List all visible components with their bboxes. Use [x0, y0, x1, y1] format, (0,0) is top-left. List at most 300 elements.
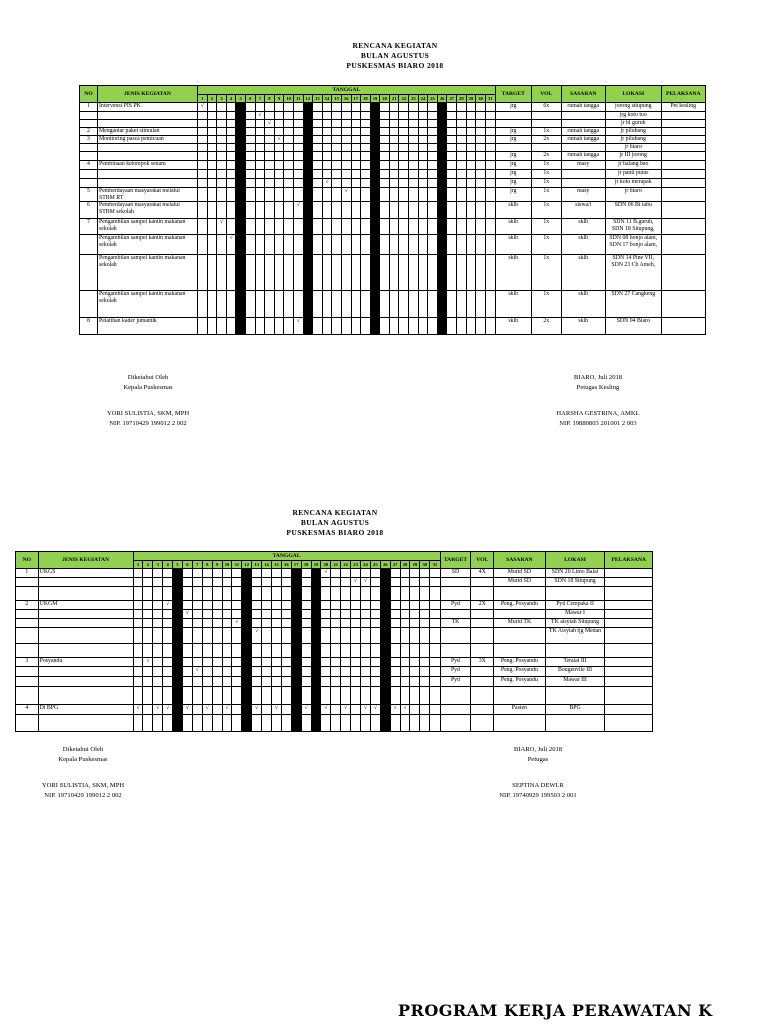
- blocked-day-cell: [370, 188, 380, 202]
- day-cell: [143, 677, 153, 687]
- day-cell: [226, 152, 236, 161]
- check-mark: √: [200, 103, 204, 109]
- day-cell: [418, 144, 428, 152]
- blocked-day-cell: [370, 103, 380, 112]
- day-cell: [457, 179, 467, 188]
- day-cell: [390, 705, 400, 715]
- row-vol: 2x: [531, 152, 561, 161]
- blocked-day-cell: [370, 136, 380, 144]
- day-cell: [370, 715, 380, 732]
- day-cell: [182, 644, 192, 658]
- blocked-day-cell: [236, 128, 246, 136]
- day-cell: [332, 161, 342, 170]
- row-lokasi: jr pilubang: [605, 136, 661, 144]
- row-activity: [38, 628, 133, 644]
- row-pelaksana: [661, 202, 705, 219]
- day-cell: [293, 112, 303, 120]
- blocked-day-cell: [380, 705, 390, 715]
- row-lokasi: [545, 687, 605, 705]
- day-cell: [341, 136, 351, 144]
- sign-role: Kepala Puskesmas: [123, 384, 173, 391]
- day-cell: [410, 715, 420, 732]
- day-cell: [341, 170, 351, 179]
- day-cell: [430, 715, 440, 732]
- day-cell: [341, 120, 351, 128]
- day-cell: [409, 161, 419, 170]
- day-cell: [133, 610, 143, 619]
- day-header: 14: [262, 561, 272, 569]
- row-pelaksana: [605, 587, 653, 601]
- day-cell: [390, 644, 400, 658]
- day-cell: [399, 161, 409, 170]
- table-row: [16, 569, 653, 578]
- day-cell: [430, 628, 440, 644]
- day-cell: [198, 188, 208, 202]
- day-cell: [293, 161, 303, 170]
- row-pelaksana: [661, 128, 705, 136]
- blocked-day-cell: [437, 202, 447, 219]
- row-pelaksana: [661, 112, 705, 120]
- day-cell: [143, 715, 153, 732]
- day-cell: [410, 705, 420, 715]
- day-cell: [252, 667, 262, 677]
- day-cell: [217, 255, 227, 291]
- day-cell: [265, 318, 275, 335]
- day-cell: [153, 687, 163, 705]
- day-cell: [313, 255, 323, 291]
- header-no: NO: [80, 86, 98, 103]
- day-cell: [207, 144, 217, 152]
- day-cell: [341, 144, 351, 152]
- row-vol: [531, 144, 561, 152]
- day-cell: [272, 601, 282, 610]
- row-vol: [471, 578, 494, 587]
- row-sasaran: [494, 644, 546, 658]
- day-cell: [212, 578, 222, 587]
- day-cell: [380, 219, 390, 235]
- day-cell: [284, 235, 294, 255]
- day-cell: [281, 715, 291, 732]
- day-cell: [192, 628, 202, 644]
- day-cell: [361, 658, 371, 667]
- day-cell: [274, 255, 284, 291]
- day-header: 6: [182, 561, 192, 569]
- day-cell: [331, 677, 341, 687]
- row-lokasi: SDN 27 Cangkeng: [605, 291, 661, 318]
- blocked-day-cell: [437, 235, 447, 255]
- day-cell: [207, 152, 217, 161]
- day-cell: [321, 644, 331, 658]
- day-cell: [485, 219, 495, 235]
- row-activity: UKGM: [38, 601, 133, 610]
- row-target: [440, 628, 471, 644]
- day-cell: [466, 255, 476, 291]
- blocked-day-cell: [311, 644, 321, 658]
- day-header: 15: [332, 95, 342, 103]
- day-cell: [476, 103, 486, 112]
- blocked-day-cell: [370, 112, 380, 120]
- day-cell: [153, 658, 163, 667]
- blocked-day-cell: [242, 628, 252, 644]
- check-mark: √: [146, 658, 150, 664]
- day-cell: [409, 179, 419, 188]
- day-cell: [245, 120, 255, 128]
- day-cell: [428, 152, 438, 161]
- row-vol: [471, 619, 494, 628]
- row-activity: Posyandu: [38, 658, 133, 667]
- day-cell: [485, 188, 495, 202]
- day-cell: [198, 179, 208, 188]
- day-cell: [389, 103, 399, 112]
- day-cell: [212, 658, 222, 667]
- row-vol: [471, 587, 494, 601]
- blocked-day-cell: [236, 103, 246, 112]
- row-sasaran: sklh: [561, 255, 605, 291]
- sign-nip: NIP. 19710429 199012 2 002: [109, 420, 187, 427]
- blocked-day-cell: [437, 255, 447, 291]
- day-cell: [284, 112, 294, 120]
- row-pelaksana: [661, 291, 705, 318]
- day-cell: [217, 318, 227, 335]
- day-cell: [409, 219, 419, 235]
- day-cell: [390, 601, 400, 610]
- day-cell: [400, 667, 410, 677]
- day-cell: [321, 601, 331, 610]
- day-cell: [133, 628, 143, 644]
- day-cell: [389, 152, 399, 161]
- day-cell: [281, 705, 291, 715]
- day-cell: [226, 120, 236, 128]
- row-lokasi: jr III jorong: [605, 152, 661, 161]
- day-cell: [410, 610, 420, 619]
- row-sasaran: rumah tangga: [561, 128, 605, 136]
- row-target: Pyd: [440, 658, 471, 667]
- day-cell: [153, 569, 163, 578]
- table-row: [16, 715, 653, 732]
- blocked-day-cell: [380, 667, 390, 677]
- day-cell: [351, 120, 361, 128]
- day-cell: [361, 120, 371, 128]
- day-cell: [341, 152, 351, 161]
- blocked-day-cell: [236, 152, 246, 161]
- blocked-day-cell: [236, 120, 246, 128]
- blocked-day-cell: [173, 644, 183, 658]
- day-cell: [409, 152, 419, 161]
- day-cell: [255, 152, 265, 161]
- day-cell: [274, 179, 284, 188]
- check-mark: √: [136, 705, 140, 711]
- day-cell: [332, 255, 342, 291]
- row-sasaran: Peng. Posyandu: [494, 601, 546, 610]
- day-cell: [198, 161, 208, 170]
- day-cell: [322, 318, 332, 335]
- day-cell: [447, 255, 457, 291]
- day-cell: [418, 103, 428, 112]
- day-cell: [202, 578, 212, 587]
- day-cell: [202, 677, 212, 687]
- row-lokasi: BPG: [545, 705, 605, 715]
- day-cell: [485, 179, 495, 188]
- day-cell: [457, 291, 467, 318]
- day-cell: [207, 136, 217, 144]
- blocked-day-cell: [380, 715, 390, 732]
- day-cell: [245, 291, 255, 318]
- day-cell: [226, 161, 236, 170]
- blocked-day-cell: [311, 705, 321, 715]
- section-1-title: [290, 41, 500, 71]
- day-cell: [485, 255, 495, 291]
- day-cell: [428, 112, 438, 120]
- blocked-day-cell: [311, 610, 321, 619]
- row-pelaksana: [661, 136, 705, 144]
- row-pelaksana: [661, 161, 705, 170]
- blocked-day-cell: [311, 619, 321, 628]
- day-cell: [245, 202, 255, 219]
- day-cell: [466, 144, 476, 152]
- day-cell: [370, 601, 380, 610]
- day-cell: [301, 628, 311, 644]
- day-cell: [192, 601, 202, 610]
- day-cell: [262, 578, 272, 587]
- day-cell: [207, 103, 217, 112]
- day-cell: [133, 644, 143, 658]
- day-cell: [361, 628, 371, 644]
- day-cell: [232, 569, 242, 578]
- day-cell: [222, 610, 232, 619]
- blocked-day-cell: [370, 179, 380, 188]
- day-cell: [361, 202, 371, 219]
- day-cell: [284, 170, 294, 179]
- day-cell: [182, 578, 192, 587]
- row-no: [16, 715, 39, 732]
- day-cell: [380, 291, 390, 318]
- day-cell: [212, 628, 222, 644]
- day-cell: [409, 136, 419, 144]
- day-cell: [420, 587, 430, 601]
- day-cell: [182, 601, 192, 610]
- day-header: 4: [226, 95, 236, 103]
- day-cell: [466, 291, 476, 318]
- day-cell: [217, 179, 227, 188]
- day-cell: [192, 578, 202, 587]
- day-cell: [262, 569, 272, 578]
- blocked-day-cell: [242, 715, 252, 732]
- day-cell: [198, 291, 208, 318]
- blocked-day-cell: [437, 188, 447, 202]
- header-pelaksana: PELAKSANA: [661, 86, 705, 103]
- day-cell: [476, 255, 486, 291]
- row-lokasi: [545, 715, 605, 732]
- row-sasaran: [561, 144, 605, 152]
- table-row: [80, 170, 706, 179]
- day-cell: [485, 103, 495, 112]
- schedule-table-1: [79, 85, 706, 335]
- row-lokasi: Mawar I: [545, 610, 605, 619]
- blocked-day-cell: [173, 715, 183, 732]
- day-cell: [409, 255, 419, 291]
- day-header: 26: [380, 561, 390, 569]
- day-cell: [418, 161, 428, 170]
- day-cell: [226, 188, 236, 202]
- table-row: [16, 667, 653, 677]
- row-lokasi: [545, 644, 605, 658]
- day-header: 28: [400, 561, 410, 569]
- day-cell: [466, 202, 476, 219]
- day-cell: [217, 291, 227, 318]
- day-cell: [428, 202, 438, 219]
- day-cell: [255, 318, 265, 335]
- day-cell: [428, 179, 438, 188]
- day-cell: [361, 144, 371, 152]
- row-pelaksana: [661, 144, 705, 152]
- table-row: [16, 601, 653, 610]
- signature-right-2: [468, 745, 608, 801]
- row-pelaksana: [605, 658, 653, 667]
- blocked-day-cell: [291, 578, 301, 587]
- day-cell: [476, 170, 486, 179]
- day-cell: [163, 569, 173, 578]
- day-cell: [400, 677, 410, 687]
- row-target: sklh: [495, 318, 531, 335]
- blocked-day-cell: [236, 235, 246, 255]
- day-cell: [198, 318, 208, 335]
- day-cell: [390, 715, 400, 732]
- row-activity: Pengambilan sampel kantin makanan sekolah: [98, 291, 198, 318]
- day-cell: [245, 170, 255, 179]
- day-cell: [212, 715, 222, 732]
- day-cell: [321, 619, 331, 628]
- day-cell: [332, 170, 342, 179]
- day-cell: [399, 255, 409, 291]
- row-activity: Intervensi PIS PK: [98, 103, 198, 112]
- day-cell: [321, 578, 331, 587]
- day-cell: [212, 569, 222, 578]
- day-cell: [321, 628, 331, 644]
- table-row: [80, 136, 706, 144]
- row-pelaksana: [605, 610, 653, 619]
- day-cell: [341, 578, 351, 587]
- day-cell: [389, 136, 399, 144]
- day-cell: [192, 587, 202, 601]
- day-cell: [409, 202, 419, 219]
- day-cell: [252, 658, 262, 667]
- table-row: [80, 112, 706, 120]
- day-cell: [420, 715, 430, 732]
- blocked-day-cell: [242, 705, 252, 715]
- row-target: [495, 112, 531, 120]
- day-cell: [198, 144, 208, 152]
- day-cell: [284, 161, 294, 170]
- day-cell: [212, 610, 222, 619]
- day-cell: [466, 179, 476, 188]
- day-cell: [485, 161, 495, 170]
- blocked-day-cell: [303, 202, 313, 219]
- day-cell: [466, 128, 476, 136]
- day-cell: [370, 610, 380, 619]
- table-row: [16, 610, 653, 619]
- row-target: TK: [440, 619, 471, 628]
- day-cell: [341, 112, 351, 120]
- day-cell: [226, 170, 236, 179]
- day-cell: [262, 619, 272, 628]
- blocked-day-cell: [370, 128, 380, 136]
- day-cell: [252, 705, 262, 715]
- day-cell: [332, 103, 342, 112]
- day-cell: [420, 569, 430, 578]
- day-cell: [351, 255, 361, 291]
- day-cell: [466, 103, 476, 112]
- day-cell: [143, 687, 153, 705]
- row-sasaran: rumah tangga: [561, 136, 605, 144]
- table-row: [16, 705, 653, 715]
- header-tanggal: TANGGAL: [133, 552, 440, 561]
- day-cell: [192, 644, 202, 658]
- day-cell: [222, 628, 232, 644]
- day-cell: [192, 677, 202, 687]
- day-cell: [380, 179, 390, 188]
- blocked-day-cell: [437, 128, 447, 136]
- day-cell: [466, 136, 476, 144]
- title-line: PUSKESMAS BIARO 2018: [346, 61, 444, 70]
- sign-line: Diketahui Oleh: [127, 374, 169, 381]
- row-sasaran: [561, 120, 605, 128]
- row-activity: [98, 112, 198, 120]
- day-cell: [222, 705, 232, 715]
- day-cell: [222, 658, 232, 667]
- day-cell: [485, 318, 495, 335]
- day-cell: [476, 188, 486, 202]
- day-cell: [409, 103, 419, 112]
- day-cell: [322, 255, 332, 291]
- day-cell: [133, 601, 143, 610]
- day-cell: [293, 170, 303, 179]
- day-cell: [476, 235, 486, 255]
- day-cell: [341, 569, 351, 578]
- day-cell: [163, 705, 173, 715]
- row-activity: Pengambilan sampel kantin makanan sekolah: [98, 255, 198, 291]
- day-cell: [389, 161, 399, 170]
- blocked-day-cell: [370, 202, 380, 219]
- day-cell: [265, 136, 275, 144]
- day-cell: [389, 291, 399, 318]
- title-line: BULAN AGUSTUS: [300, 518, 370, 527]
- day-cell: [217, 112, 227, 120]
- day-cell: [428, 188, 438, 202]
- day-cell: [192, 705, 202, 715]
- day-cell: [262, 587, 272, 601]
- blocked-day-cell: [303, 128, 313, 136]
- day-cell: [153, 628, 163, 644]
- day-cell: [447, 235, 457, 255]
- day-cell: [370, 705, 380, 715]
- blocked-day-cell: [311, 601, 321, 610]
- day-cell: [265, 144, 275, 152]
- day-cell: [252, 578, 262, 587]
- row-lokasi: [545, 587, 605, 601]
- day-cell: [399, 120, 409, 128]
- day-cell: [361, 136, 371, 144]
- day-cell: [332, 318, 342, 335]
- day-cell: [182, 587, 192, 601]
- day-header: 20: [380, 95, 390, 103]
- day-cell: [293, 255, 303, 291]
- row-pelaksana: [661, 255, 705, 291]
- day-cell: [163, 715, 173, 732]
- day-cell: [217, 170, 227, 179]
- day-cell: [418, 219, 428, 235]
- day-cell: [143, 667, 153, 677]
- day-cell: [399, 128, 409, 136]
